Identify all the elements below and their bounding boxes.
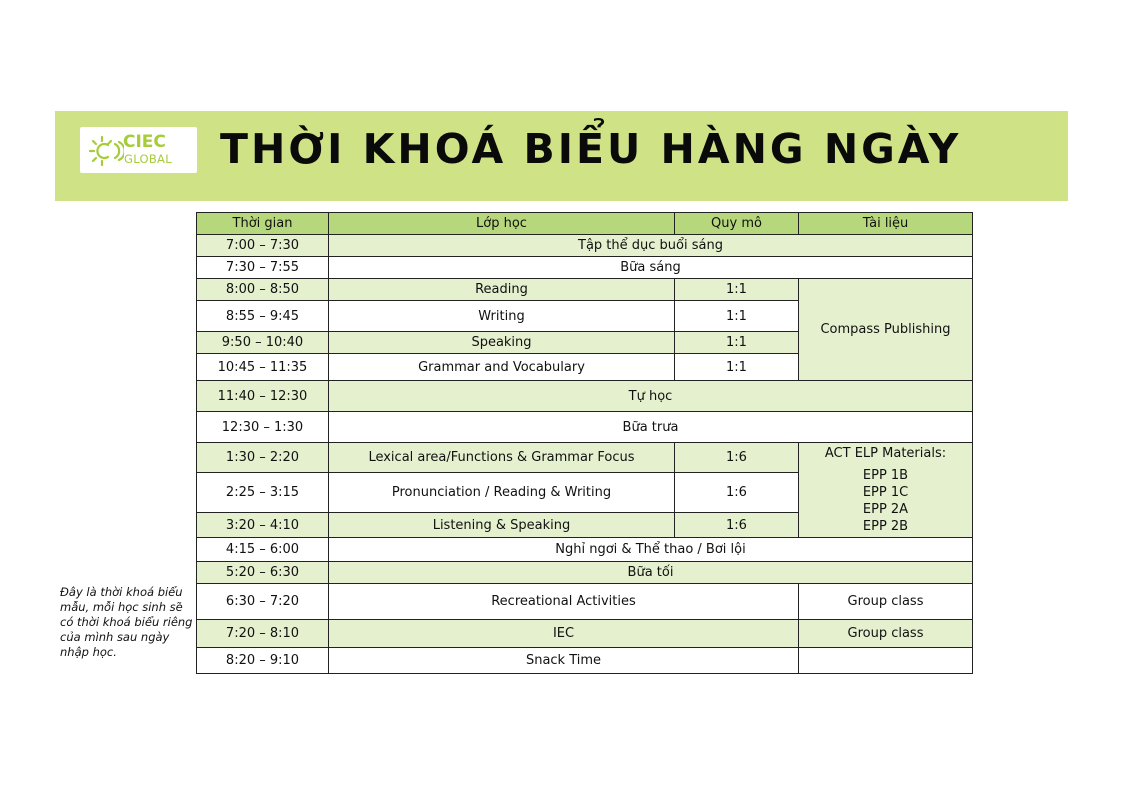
time-cell: 8:20 – 9:10 <box>197 648 329 674</box>
note-text: Đây là thời khoá biểu mẫu, mỗi học sinh sẽ có thời khoá biểu riêng của mình sau ngày nhập học. <box>60 585 193 659</box>
time-cell: 5:20 – 6:30 <box>197 562 329 584</box>
table-row <box>197 562 973 584</box>
time-cell: 7:30 – 7:55 <box>197 257 329 279</box>
materials-heading: ACT ELP Materials: <box>824 445 947 461</box>
table-row <box>197 648 973 674</box>
materials-cell-empty <box>799 648 973 674</box>
header-time: Thời gian <box>197 213 329 235</box>
material-item: EPP 2B <box>862 518 909 534</box>
class-cell: Lexical area/Functions & Grammar Focus <box>329 443 675 473</box>
size-cell: 1:6 <box>675 443 799 473</box>
logo-brand-text: CIEC <box>123 132 166 152</box>
time-cell: 1:30 – 2:20 <box>197 443 329 473</box>
materials-cell: Group class <box>799 584 973 620</box>
time-cell: 2:25 – 3:15 <box>197 473 329 513</box>
class-cell: Listening & Speaking <box>329 513 675 538</box>
time-cell: 8:55 – 9:45 <box>197 301 329 332</box>
material-item: EPP 1B <box>862 467 909 483</box>
table-row <box>197 381 973 412</box>
table-row <box>197 235 973 257</box>
material-item: EPP 1C <box>862 484 909 500</box>
time-cell: 7:20 – 8:10 <box>197 620 329 648</box>
time-cell: 9:50 – 10:40 <box>197 332 329 354</box>
time-cell: 7:00 – 7:30 <box>197 235 329 257</box>
schedule-table <box>196 212 973 674</box>
activity-cell: Nghỉ ngơi & Thể thao / Bơi lội <box>329 538 973 562</box>
activity-cell: Bữa sáng <box>329 257 973 279</box>
time-cell: 4:15 – 6:00 <box>197 538 329 562</box>
class-cell: IEC <box>329 620 799 648</box>
table-row <box>197 620 973 648</box>
header-class: Lớp học <box>329 213 675 235</box>
materials-cell-act-elp <box>799 443 973 538</box>
class-cell: Grammar and Vocabulary <box>329 354 675 381</box>
materials-cell-compass: Compass Publishing <box>799 279 973 381</box>
table-row <box>197 279 973 301</box>
size-cell: 1:1 <box>675 332 799 354</box>
time-cell: 8:00 – 8:50 <box>197 279 329 301</box>
ciec-global-logo <box>80 127 197 173</box>
time-cell: 11:40 – 12:30 <box>197 381 329 412</box>
activity-cell: Bữa tối <box>329 562 973 584</box>
table-row <box>197 584 973 620</box>
time-cell: 10:45 – 11:35 <box>197 354 329 381</box>
time-cell: 3:20 – 4:10 <box>197 513 329 538</box>
class-cell: Pronunciation / Reading & Writing <box>329 473 675 513</box>
class-cell: Speaking <box>329 332 675 354</box>
table-row <box>197 412 973 443</box>
table-row <box>197 257 973 279</box>
sun-icon <box>88 134 124 166</box>
class-cell: Reading <box>329 279 675 301</box>
materials-cell: Group class <box>799 620 973 648</box>
logo-sub-text: GLOBAL <box>124 152 172 166</box>
header-size: Quy mô <box>675 213 799 235</box>
size-cell: 1:1 <box>675 301 799 332</box>
class-cell: Writing <box>329 301 675 332</box>
page-title: THỜI KHOÁ BIỂU HÀNG NGÀY <box>220 125 962 173</box>
size-cell: 1:1 <box>675 279 799 301</box>
table-row <box>197 538 973 562</box>
class-cell: Snack Time <box>329 648 799 674</box>
table-header-row <box>197 213 973 235</box>
size-cell: 1:6 <box>675 473 799 513</box>
header-materials: Tài liệu <box>799 213 973 235</box>
material-item: EPP 2A <box>862 501 909 517</box>
class-cell: Recreational Activities <box>329 584 799 620</box>
activity-cell: Tự học <box>329 381 973 412</box>
time-cell: 12:30 – 1:30 <box>197 412 329 443</box>
table-row <box>197 443 973 473</box>
time-cell: 6:30 – 7:20 <box>197 584 329 620</box>
size-cell: 1:6 <box>675 513 799 538</box>
size-cell: 1:1 <box>675 354 799 381</box>
activity-cell: Tập thể dục buổi sáng <box>329 235 973 257</box>
activity-cell: Bữa trưa <box>329 412 973 443</box>
